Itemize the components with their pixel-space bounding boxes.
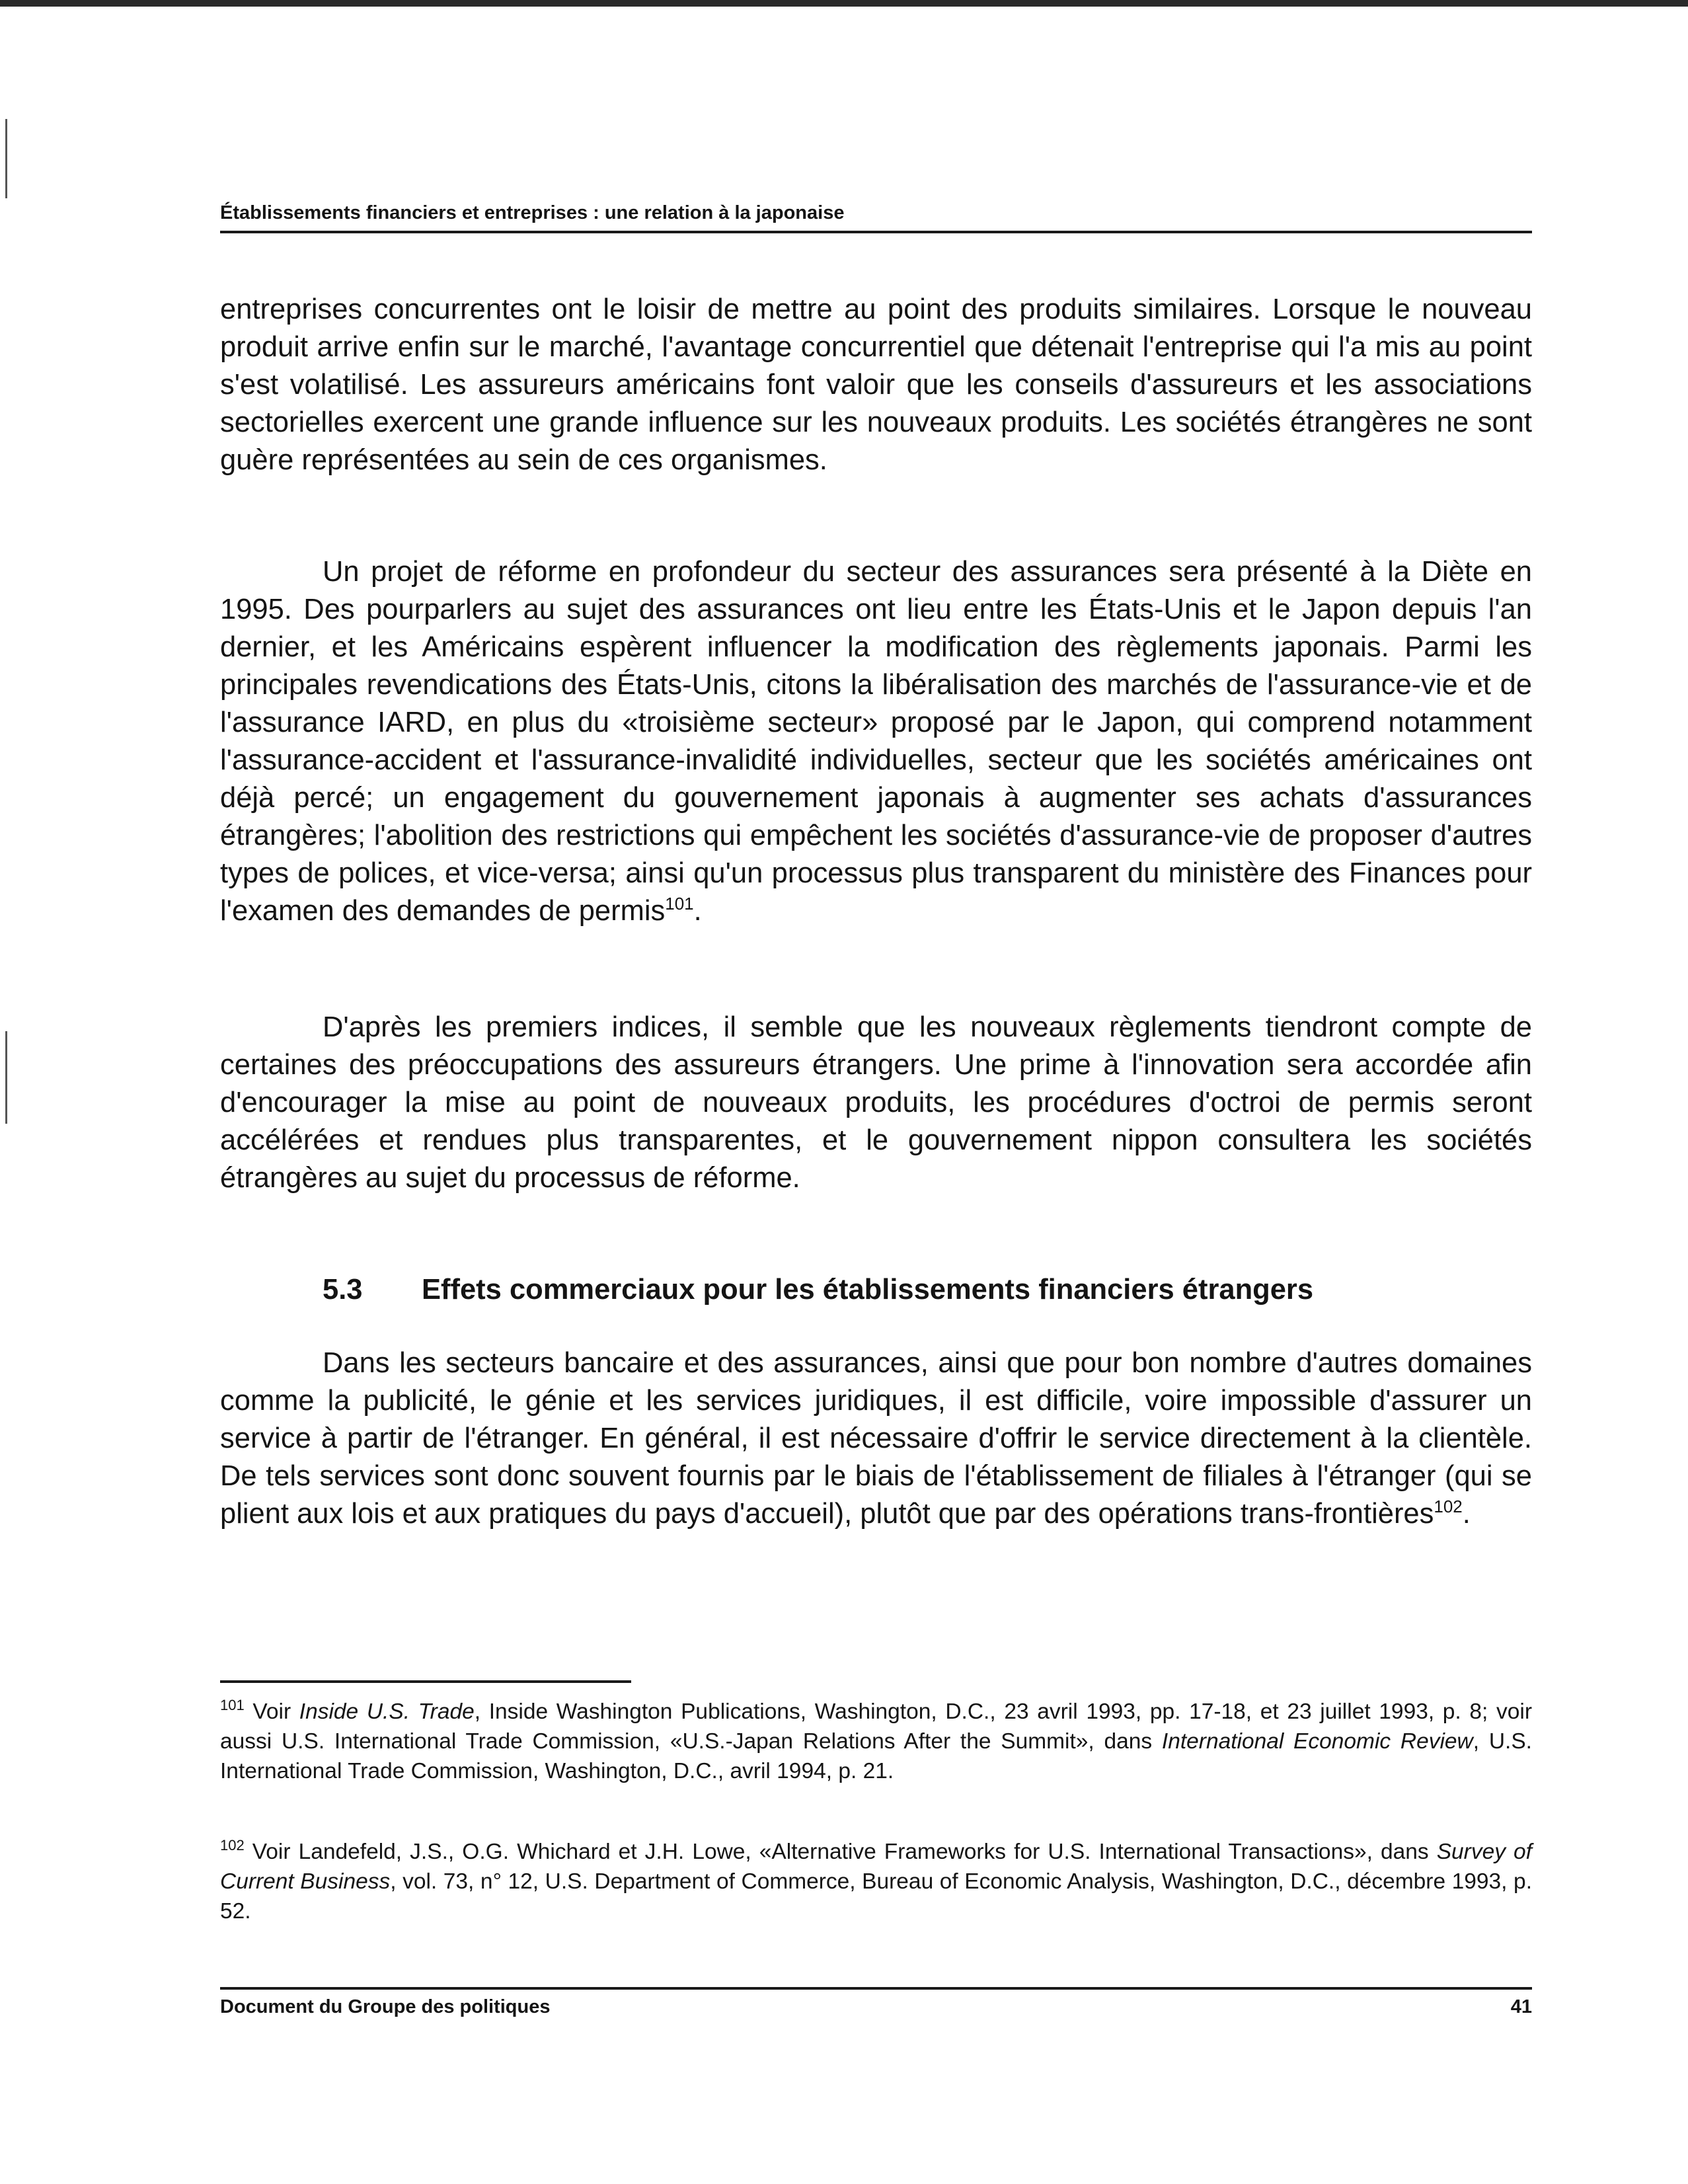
- paragraph-3: D'après les premiers indices, il semble que les nouveaux règlements tiendront compte de certaines des préoccupations des assureurs étrangers. Une prime à l'innovation sera accordée afin d'encourager la mise au point de nouveaux produits, les procédures d'octroi de permis seront accélérées et rendues plus transparentes, et le gouvernement nippon consultera les sociétés étrangères au sujet du processus de réforme.: [220, 1011, 1532, 1194]
- footnote-ref-101[interactable]: 101: [665, 894, 694, 914]
- header-rule: [220, 231, 1532, 233]
- publication-title: Survey of Current Business: [220, 1840, 1532, 1894]
- paragraph-4-text: Dans les secteurs bancaire et des assurances, ainsi que pour bon nombre d'autres domaines comme la publicité, le génie et les services juridiques, il est difficile, voire impossible d'assurer un service à partir de l'étranger. En général, il est nécessaire d'offrir le service directement à la clientèle. De tels services sont donc souvent fournis par le biais de l'établissement de filiales à l'étranger (qui se plient aux lois et aux pratiques du pays d'accueil), plutôt que par des opérations trans-frontières: [220, 1347, 1532, 1530]
- paragraph-indices: [220, 1009, 1532, 1197]
- paragraph-4: [220, 1345, 1532, 1533]
- paragraph-2: [220, 553, 1532, 930]
- footnote-101: [220, 1697, 1532, 1786]
- paragraph-2-end: .: [693, 895, 702, 927]
- page-number: 41: [1510, 1996, 1532, 2017]
- footer-rule: [220, 1987, 1532, 1990]
- footnote-number: 102: [220, 1837, 245, 1853]
- footnote-text: Voir: [244, 1699, 299, 1724]
- paragraph-reform: [220, 553, 1532, 930]
- footnote-text: , U.S. International Trade Commission, Washington, D.C., avril 1994, p. 21.: [220, 1729, 1532, 1783]
- paragraph-1: entreprises concurrentes ont le loisir de mettre au point des produits similaires. Lorsque le nouveau produit arrive enfin sur le marché, l'avantage concurrentiel que détenait l'entreprise qui l'a mis au point s'est volatilisé. Les assureurs américains font valoir que les conseils d'assureurs et les associations sectorielles exercent une grande influence sur les nouveaux produits. Les sociétés étrangères ne sont guère représentées au sein de ces organismes.: [220, 293, 1532, 476]
- running-header: Établissements financiers et entreprises : une relation à la japonaise: [220, 202, 845, 223]
- footnote-number: 101: [220, 1697, 245, 1713]
- section-title: Effets commerciaux pour les établissements financiers étrangers: [422, 1274, 1314, 1306]
- paragraph-4-end: .: [1462, 1498, 1471, 1530]
- footer-source: Document du Groupe des politiques: [220, 1996, 551, 2017]
- footnote-101-text: [220, 1697, 1532, 1786]
- paragraph-services: [220, 1345, 1532, 1533]
- footnote-102: [220, 1837, 1532, 1926]
- footnote-text: , Inside Washington Publications, Washington, D.C., 23 avril 1993, pp. 17-18, et 23 juillet 1993, p. 8; voir aussi U.S. International Trade Commission, «U.S.-Japan Relations After the Summit», dans: [220, 1699, 1533, 1754]
- top-edge-rule: [0, 0, 1688, 7]
- section-heading: [323, 1271, 1313, 1309]
- footnote-text: , vol. 73, n° 12, U.S. Department of Commerce, Bureau of Economic Analysis, Washington, D.C., décembre 1993, p. 52.: [220, 1869, 1532, 1924]
- scan-margin-mark: [5, 1031, 7, 1124]
- section-number: 5.3: [323, 1274, 363, 1306]
- paragraph-continuation: [220, 291, 1532, 479]
- publication-title: Inside U.S. Trade: [299, 1699, 475, 1724]
- footnote-separator: [220, 1680, 631, 1683]
- scan-margin-mark: [5, 119, 7, 198]
- footnote-ref-102[interactable]: 102: [1434, 1497, 1463, 1516]
- paragraph-2-text: Un projet de réforme en profondeur du secteur des assurances sera présenté à la Diète en 1995. Des pourparlers au sujet des assurances ont lieu entre les États-Unis et le Japon depuis l'an dernier, et les Américains espèrent influencer la modification des règlements japonais. Parmi les principales revendications des États-Unis, citons la libéralisation des marchés de l'assurance-vie et de l'assurance IARD, en plus du «troisième secteur» proposé par le Japon, qui comprend notamment l'assurance-accident et l'assurance-invalidité individuelles, secteur que les sociétés américaines ont déjà percé; un engagement du gouvernement japonais à augmenter ses achats d'assurances étrangères; l'abolition des restrictions qui empêchent les sociétés d'assurance-vie de proposer d'autres types de polices, et vice-versa; ainsi qu'un processus plus transparent du ministère des Finances pour l'examen des demandes de permis: [220, 556, 1532, 927]
- publication-title: International Economic Review: [1161, 1729, 1473, 1754]
- footnote-text: Voir Landefeld, J.S., O.G. Whichard et J.H. Lowe, «Alternative Frameworks for U.S. International Transactions», dans: [244, 1840, 1437, 1864]
- footnote-102-text: [220, 1837, 1532, 1926]
